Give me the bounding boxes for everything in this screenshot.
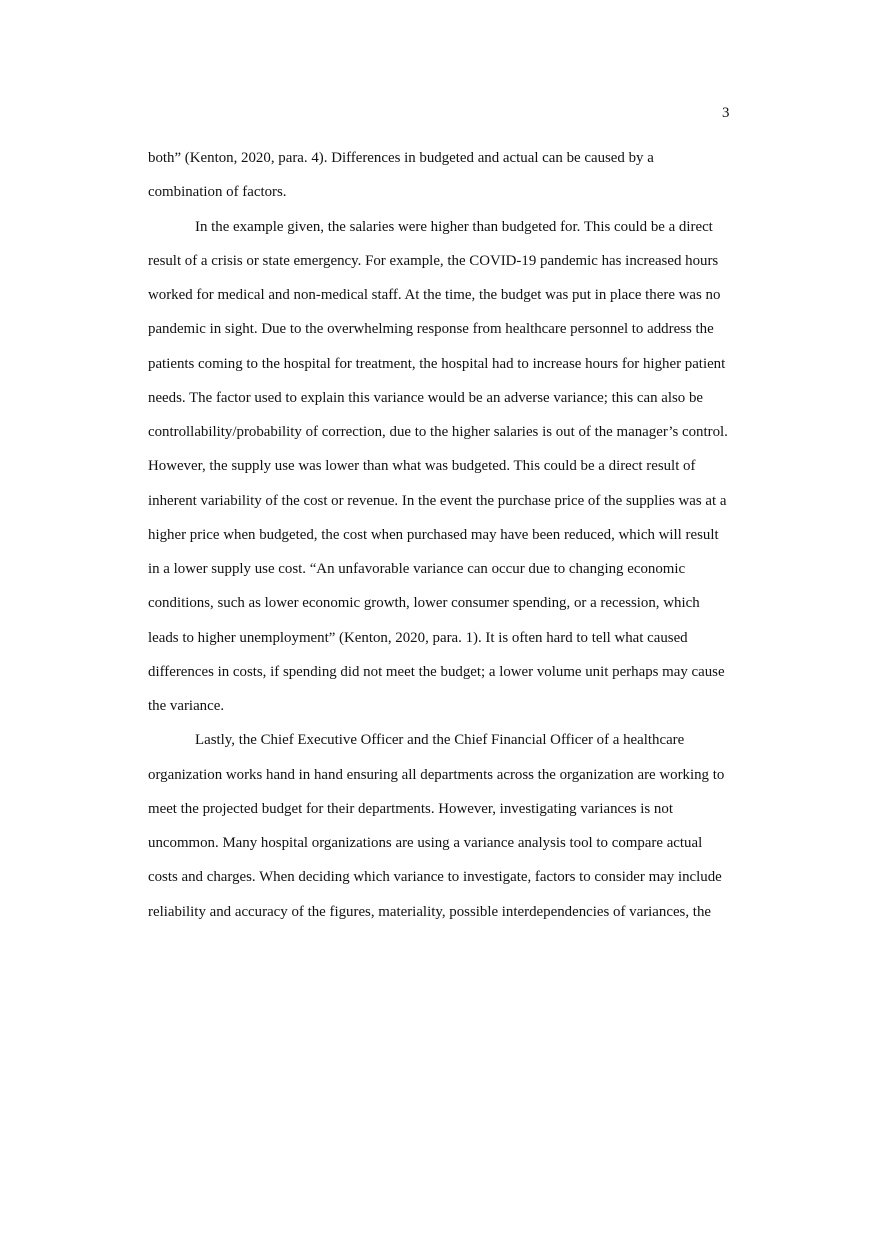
text-line: combination of factors. [148, 184, 287, 201]
text-line: result of a crisis or state emergency. For example, the COVID-19 pandemic has increased hours [148, 252, 719, 269]
page-number: 3 [722, 105, 730, 121]
text-line: uncommon. Many hospital organizations are using a variance analysis tool to compare actual [148, 835, 703, 851]
text-line: in a lower supply use cost. “An unfavorable variance can occur due to changing economic [148, 561, 686, 577]
text-line: leads to higher unemployment” (Kenton, 2020, para. 1). It is often hard to tell what caused [148, 629, 688, 646]
text-line: However, the supply use was lower than what was budgeted. This could be a direct result of [148, 458, 696, 475]
text-line: reliability and accuracy of the figures, materiality, possible interdependencies of variances, the [148, 903, 711, 920]
text-line: inherent variability of the cost or revenue. In the event the purchase price of the supplies was at a [148, 492, 727, 509]
document-body [148, 148, 738, 936]
text-line: conditions, such as lower economic growth, lower consumer spending, or a recession, which [148, 595, 700, 612]
text-line: Lastly, the Chief Executive Officer and the Chief Financial Officer of a healthcare [195, 732, 685, 749]
text-line: controllability/probability of correction, due to the higher salaries is out of the manager’s control. [148, 424, 728, 440]
text-line: patients coming to the hospital for treatment, the hospital had to increase hours for higher patient [148, 355, 726, 372]
text-line: pandemic in sight. Due to the overwhelming response from healthcare personnel to address the [148, 321, 714, 338]
text-line: meet the projected budget for their departments. However, investigating variances is not [148, 800, 673, 817]
text-line: needs. The factor used to explain this variance would be an adverse variance; this can also be [148, 389, 704, 406]
text-line: the variance. [148, 698, 225, 714]
text-line: organization works hand in hand ensuring all departments across the organization are working to [148, 766, 725, 783]
text-line: costs and charges. When deciding which variance to investigate, factors to consider may include [148, 869, 722, 886]
text-line: worked for medical and non-medical staff. At the time, the budget was put in place there was no [148, 287, 721, 303]
text-line: In the example given, the salaries were higher than budgeted for. This could be a direct [195, 218, 713, 235]
text-line: higher price when budgeted, the cost when purchased may have been reduced, which will result [148, 526, 719, 543]
text-line: differences in costs, if spending did not meet the budget; a lower volume unit perhaps may cause [148, 663, 725, 680]
text-line: both” (Kenton, 2020, para. 4). Differences in budgeted and actual can be caused by a [148, 150, 654, 166]
